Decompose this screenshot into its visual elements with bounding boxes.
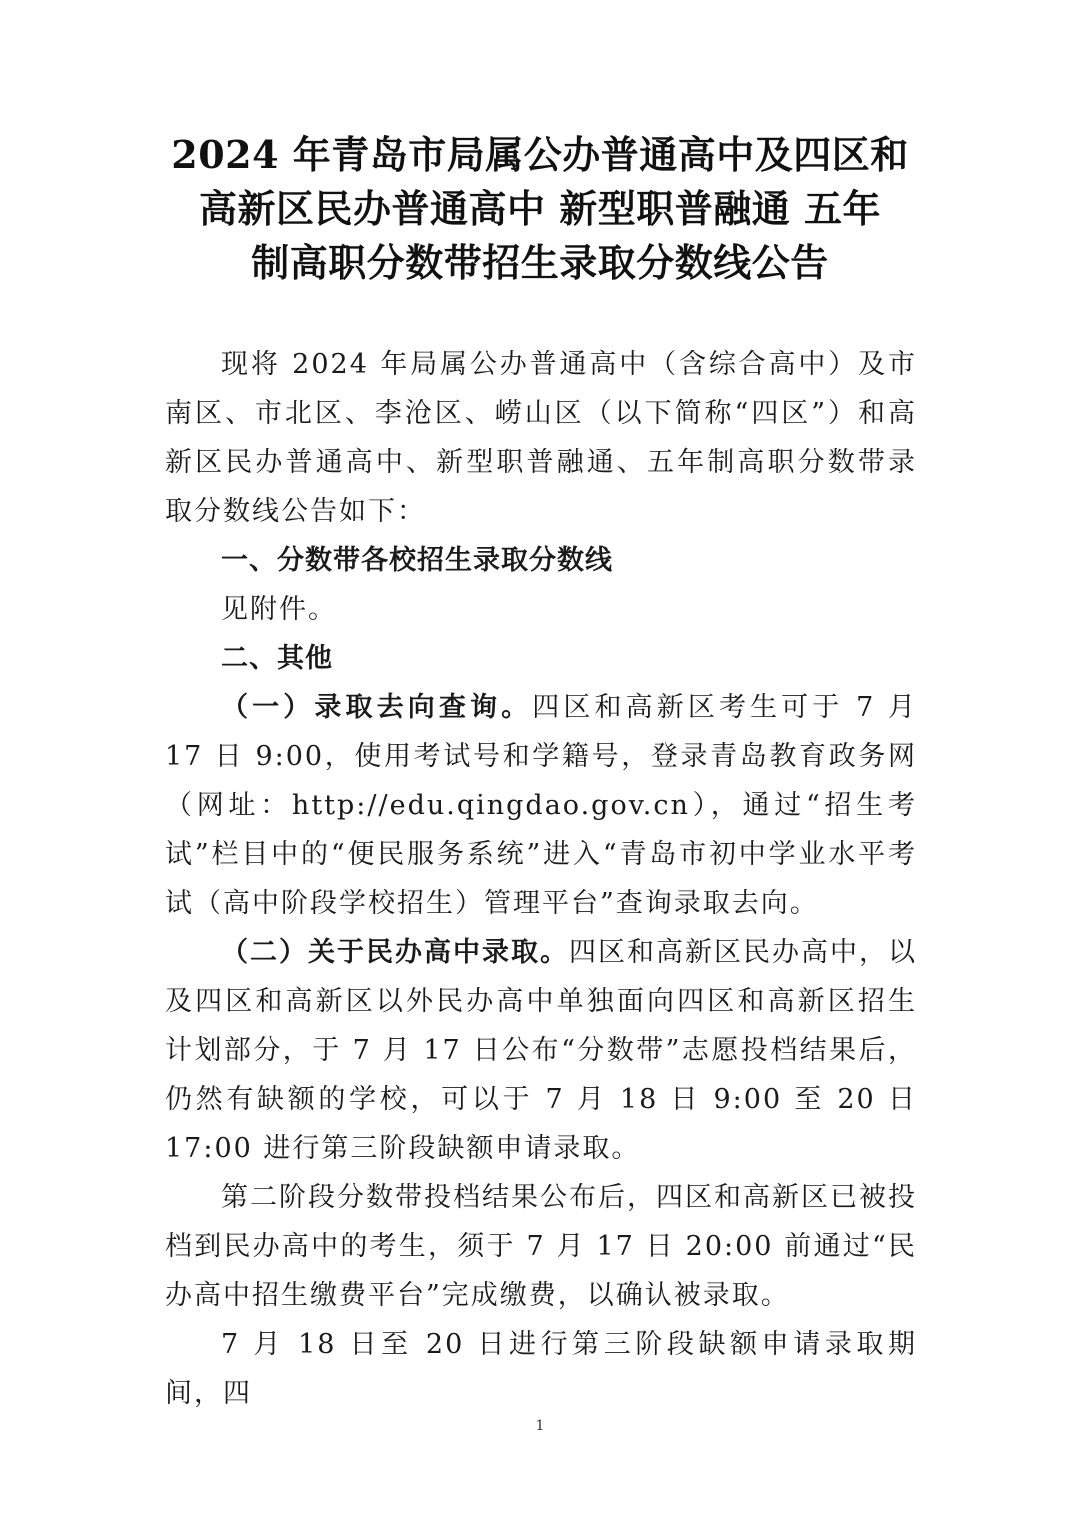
title-line-3: 制高职分数带招生录取分数线公告: [251, 240, 829, 285]
item-2-paragraph: [165, 928, 917, 1173]
title-line-1: 2024 年青岛市局属公办普通高中及四区和: [171, 132, 909, 177]
document-body: [165, 340, 917, 1418]
section-2-heading: 二、其他: [221, 643, 333, 674]
item-2-lead: （二）关于民办高中录取。: [221, 937, 569, 968]
document-title: [150, 128, 930, 290]
item-2-text: 四区和高新区民办高中，以及四区和高新区以外民办高中单独面向四区和高新区招生计划部分，于 7 月 17 日公布“分数带”志愿投档结果后，仍然有缺额的学校，可以于 7 月 18 日 9:00 至 20 日 17:00 进行第三阶段缺额申请录取。: [165, 937, 917, 1164]
item-1-text: 四区和高新区考生可于 7 月 17 日 9:00，使用考试号和学籍号，登录青岛教育政务网（网址：http://edu.qingdao.gov.cn），通过“招生考试”栏目中的“便民服务系统”进入“青岛市初中学业水平考试（高中阶段学校招生）管理平台”查询录取去向。: [165, 692, 918, 919]
intro-paragraph: 现将 2024 年局属公办普通高中（含综合高中）及市南区、市北区、李沧区、崂山区（以下简称“四区”）和高新区民办普通高中、新型职普融通、五年制高职分数带录取分数线公告如下：: [165, 349, 917, 527]
item-1-lead: （一）录取去向查询。: [221, 692, 533, 723]
item-1-paragraph: [165, 683, 917, 928]
last-paragraph: 7 月 18 日至 20 日进行第三阶段缺额申请录取期间，四: [165, 1329, 917, 1409]
title-line-2: 高新区民办普通高中 新型职普融通 五年: [199, 186, 881, 231]
payment-paragraph: 第二阶段分数带投档结果公布后，四区和高新区已被投档到民办高中的考生，须于 7 月 17 日 20:00 前通过“民办高中招生缴费平台”完成缴费，以确认被录取。: [165, 1182, 917, 1311]
section-1-text: 见附件。: [221, 594, 337, 625]
page-number: 1: [535, 1418, 545, 1434]
section-1-heading: 一、分数带各校招生录取分数线: [221, 545, 613, 576]
